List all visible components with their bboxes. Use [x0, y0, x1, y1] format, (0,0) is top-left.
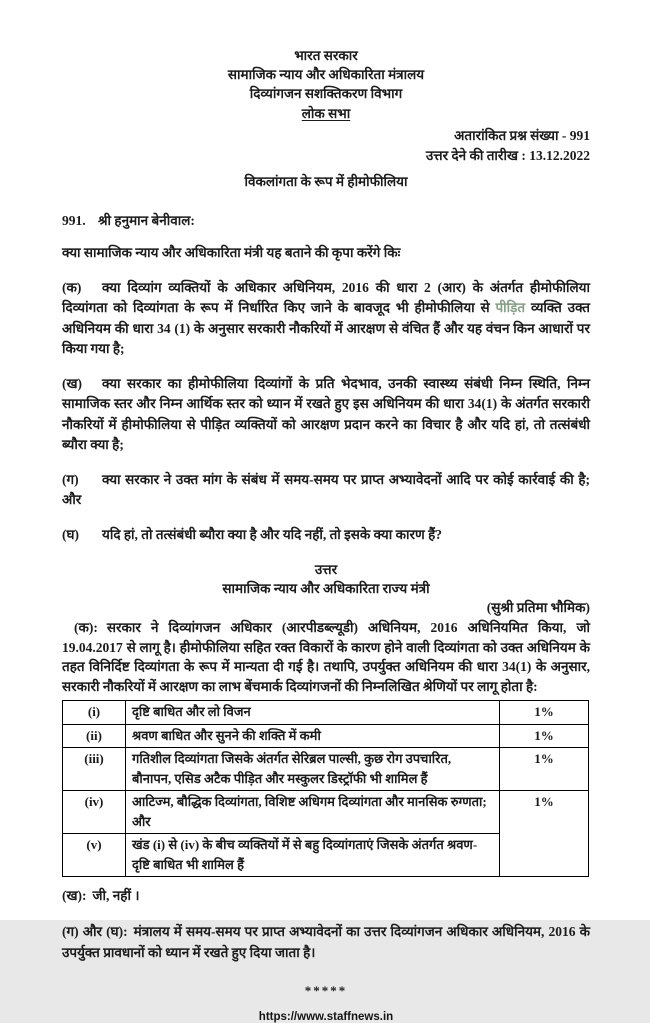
row-i-text: दृष्टि बाधित और लो विजन [126, 701, 500, 725]
answer-heading: उत्तर [314, 562, 338, 577]
part-a-text-after: व्यक्ति उक्त अधिनियम की धारा 34 (1) के अनुसार सरकारी नौकरियों में आरक्षण से वंचित हैं और यह वंचन किन आधारों पर किया गया है; [62, 300, 590, 356]
answer-part-b-label: (ख): [62, 888, 87, 903]
source-url[interactable] [62, 1011, 590, 1023]
answer-minister-title: सामाजिक न्याय और अधिकारिता राज्य मंत्री [222, 581, 430, 596]
header-department: दिव्यांगजन सशक्तिकरण विभाग [249, 86, 403, 101]
answer-part-cd-text: मंत्रालय में समय-समय पर प्राप्त अभ्यावेदनों का उत्तर दिव्यांगजन अधिकार अधिनियम, 2016 के उपर्युक्त प्रावधानों को ध्यान में रखते हुए दिया जाता है। [62, 924, 590, 960]
table-row [63, 701, 589, 725]
member-name: श्री हनुमान बेनीवाल: [98, 213, 195, 228]
question-part-d [62, 525, 590, 546]
part-a-text-before: क्या दिव्यांग व्यक्तियों के अधिकार अधिनियम, 2016 की धारा 2 (आर) के अंतर्गत हीमोफीलिया दिव्यांगता को दिव्यांगता के रूप में निर्धारित किए जाने के बावजूद भी हीमोफीलिया से [62, 279, 590, 315]
answer-part-a-text: सरकार ने दिव्यांगजन अधिकार (आरपीडब्ल्यूडी) अधिनियम, 2016 अधिनियमित किया, जो 19.04.2017 से लागू है। हीमोफीलिया सहित रक्त विकारों के कारण होने वाली दिव्यांगता को उक्त अधिनियम के तहत विनिर्दिष्ट दिव्यांगता के रूप में मान्यता दी गई है। तथापि, उपर्युक्त अधिनियम की धारा 34(1) के अनुसार, सरकारी नौकरियों में आरक्षण का लाभ बेंचमार्क दिव्यांगजनों की निम्नलिखित श्रेणियों पर लागू होता है: [62, 620, 590, 694]
part-d-label: (घ) [62, 526, 79, 542]
row-v-text: खंड (i) से (iv) के बीच व्यक्तियों में से बहु दिव्यांगताएं जिसके अंतर्गत श्रवण- दृष्टि बाधित भी शामिल हैं [126, 834, 500, 877]
answer-part-cd-label: (ग) और (घ): [62, 924, 128, 939]
question-part-b [62, 374, 590, 456]
question-serial: 991. [62, 213, 86, 228]
row-iv-v-merged-pct: 1% [500, 791, 589, 877]
part-c-label: (ग) [62, 471, 79, 487]
header-ministry: सामाजिक न्याय और अधिकारिता मंत्रालय [227, 67, 425, 82]
source-url-link[interactable]: https://www.staffnews.in [258, 1011, 394, 1023]
answer-part-a-label: (क): [74, 620, 98, 635]
table-row [63, 791, 589, 834]
row-ii-sno: (ii) [63, 724, 126, 748]
row-iv-text: आटिज्म, बौद्धिक दिव्यांगता, विशिष्ट अधिगम दिव्यांगता और मानसिक रुग्णता; और [126, 791, 500, 834]
question-member-line [62, 211, 590, 229]
row-v-sno: (v) [63, 834, 126, 877]
end-of-document-stars: ***** [304, 983, 348, 998]
part-d-text: यदि हां, तो तत्संबंधी ब्यौरा क्या है और यदि नहीं, तो इसके क्या कारण हैं? [102, 526, 443, 542]
part-b-text: क्या सरकार का हीमोफीलिया दिव्यांगों के प्रति भेदभाव, उनकी स्वास्थ्य संबंधी निम्न स्थिति, निम्न सामाजिक स्तर और निम्न आर्थिक स्तर को ध्यान में रखते हुए इस अधिनियम की धारा 34(1) के अंतर्गत सरकारी नौकरियों में हीमोफीलिया से पीड़ित व्यक्तियों को आरक्षण प्रदान करने का विचार है और यदि हां, तो तत्संबंधी ब्यौरा क्या है; [62, 375, 590, 452]
row-iii-sno: (iii) [63, 748, 126, 791]
answer-minister-name: (सुश्री प्रतिमा भौमिक) [486, 600, 590, 615]
part-c-text: क्या सरकार ने उक्त मांग के संबंध में समय-समय पर प्राप्त अभ्यावेदनों आदि पर कोई कार्रवाई की है; और [62, 471, 590, 507]
question-meta [62, 126, 590, 166]
document-title: विकलांगता के रूप में हीमोफीलिया [244, 174, 408, 189]
answer-date-line: उत्तर देने की तारीख : 13.12.2022 [425, 148, 590, 163]
question-part-c [62, 470, 590, 511]
reservation-categories-table [62, 700, 589, 877]
part-b-label: (ख) [62, 375, 83, 391]
row-iii-text: गतिशील दिव्यांगता जिसके अंतर्गत सेरिब्रल पाल्सी, कुछ रोग उपचारित, बौनापन, एसिड अटैक पीड़ित और मस्कुलर डिस्ट्रॉफी भी शामिल हैं [126, 748, 500, 791]
part-a-label: (क) [62, 279, 82, 295]
row-i-sno: (i) [63, 701, 126, 725]
table-row [63, 724, 589, 748]
row-iv-sno: (iv) [63, 791, 126, 834]
row-iii-pct: 1% [500, 748, 589, 791]
answer-part-b [62, 886, 590, 906]
row-i-pct: 1% [500, 701, 589, 725]
table-row [63, 748, 589, 791]
question-part-a [62, 278, 590, 360]
highlighted-word: पीड़ित [495, 300, 526, 315]
answer-part-b-text: जी, नहीं । [92, 888, 140, 903]
header-house: लोक सभा [301, 106, 351, 121]
row-ii-text: श्रवण बाधित और सुनने की शक्ति में कमी [126, 724, 500, 748]
row-ii-pct: 1% [500, 724, 589, 748]
document-header [62, 46, 590, 123]
answer-part-a [62, 618, 590, 696]
header-govt: भारत सरकार [294, 48, 358, 63]
question-intro: क्या सामाजिक न्याय और अधिकारिता मंत्री यह बताने की कृपा करेंगे किः [62, 245, 401, 260]
question-number-line: अतारांकित प्रश्न संख्या - 991 [454, 128, 590, 143]
answer-part-cd [62, 922, 590, 963]
